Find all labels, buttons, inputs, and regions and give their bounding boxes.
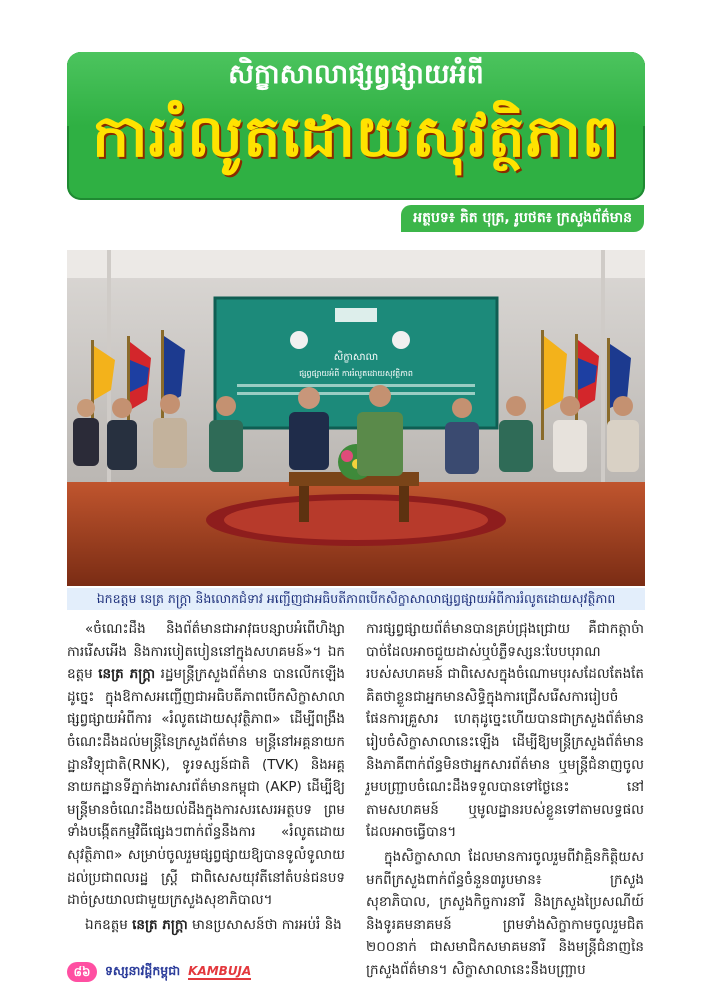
paragraph: ក្នុងសិក្ខាសាលា ដែលមានការចូលរួមពីវាគ្មិនកិត្តិយសមកពីក្រសួងពាក់ព័ន្ធចំនួន៣រូបមាន៖ ក្រសួងសុខាភិបាល, ក្រសួងកិច្ចការនារី និងក្រសួងប្រៃសណីយ៍ និងទូរគមនាគមន៍ ព្រមទាំងសិក្ខាកាមចូលរួមជិត ២០០នាក់ ជាសមាជិកសមាគមនារី និងមន្ត្រីជំនាញនៃក្រសួងព័ត៌មាន។ សិក្ខាសាលានេះនឹងបញ្ជ្រាប	[366, 848, 644, 978]
event-photo-illustration	[67, 250, 645, 586]
page-number: ៨៦	[67, 962, 97, 982]
article-title: ការរំលូតដោយសុវត្ថិភាព	[92, 102, 620, 170]
paragraph: «ចំណេះដឹង និងព័ត៌មានជាអាវុធបន្សាបអំពើហិង្សា ការរើសអើង និងការបៀតបៀននៅក្នុងសហគមន៍»។ ឯកឧត្តម នេត្រ ភក្ត្រា រដ្ឋមន្ត្រីក្រសួងព័ត៌មាន បានលើកឡើងដូច្នេះ ក្នុងឱកាសអញ្ជើញជាអធិបតីភាពបើកសិក្ខាសាលាផ្សព្វផ្សាយអំពីការ «រំលូតដោយសុវត្ថិភាព» ដើម្បីពង្រឹងចំណេះដឹងដល់មន្ត្រីនៃក្រសួងព័ត៌មាន មន្ត្រីនៅអគ្គនាយកដ្ឋានវិទ្យុជាតិ(RNK), ទូរទស្សន៍ជាតិ (TVK) និងអគ្គនាយកដ្ឋានទីភ្នាក់ងារសារព័ត៌មានកម្ពុជា (AKP) ដើម្បីឱ្យមន្ត្រីមានចំណេះដឹងយល់ដឹងក្នុងការសរសេរអត្ថបទ ព្រមទាំងបង្កើតកម្មវិធីផ្សេងៗពាក់ព័ន្ធនឹងការ «រំលូតដោយសុវត្ថិភាព» សម្រាប់ចូលរួមផ្សព្វផ្សាយឱ្យបានទូលំទូលាយដល់ប្រជាពលរដ្ឋ ស្ត្រី ជាពិសេសយុវតីនៅតំបន់ជនបទដាច់ស្រយាលជាមួយក្រសួងសុខាភិបាល។	[67, 621, 346, 909]
title-banner	[67, 52, 645, 200]
paragraph: ឯកឧត្តម នេត្រ ភក្ត្រា មានប្រសាសន៍ថា ការអប់រំ និង	[85, 916, 342, 933]
article-subtitle: សិក្ខាសាលាផ្សព្វផ្សាយអំពី	[228, 59, 484, 90]
person-name: នេត្រ ភក្ត្រា	[132, 916, 188, 933]
magazine-brand: KAMBUJA	[188, 964, 252, 978]
page-footer	[67, 960, 251, 984]
magazine-name: ទស្សនាវដ្តីកម្ពុជា	[105, 962, 181, 978]
event-photo	[67, 250, 645, 586]
paragraph: ការផ្សព្វផ្សាយព័ត៌មានបានគ្រប់ជ្រុងជ្រោយ គឺជាកត្តាចំាបាច់ដែលអាចជួយដាស់ឬបំភ្លឺទស្សនៈបែបបុរាណរបស់សហគមន៍ ជាពិសេសក្នុងចំណោមបុរសដែលតែងតែគិតថាខ្លួនជាអ្នកមានសិទ្ធិក្នុងការជ្រើសរើសការរៀបចំផែនការគ្រួសារ ហេតុដូច្នេះហើយបានជាក្រសួងព័ត៌មានរៀបចំសិក្ខាសាលានេះឡើង ដើម្បីឱ្យមន្ត្រីក្រសួងព័ត៌មាន និងភាគីពាក់ព័ន្ធមិនថាអ្នកសារព័ត៌មាន ឬមន្ត្រីជំនាញចូលរួមបញ្ជ្រាបចំណេះដឹងទទួលបានទៅថ្ងៃនេះ នៅតាមសហគមន៍ ឬមូលដ្ឋានរបស់ខ្លួនទៅតាមលទ្ធផលដែលអាចធ្វើបាន។	[366, 621, 644, 841]
body-column-right	[366, 618, 644, 984]
photo-caption: ឯកឧត្តម នេត្រ ភក្ត្រា និងលោកជំទាវ អញ្ជើញជាអធិបតីភាពបើកសិក្ខាសាលាផ្សព្វផ្សាយអំពីការរំលូតដោយសុវត្ថិភាព	[67, 588, 645, 610]
person-name: នេត្រ ភក្ត្រា	[98, 666, 156, 683]
body-column-left	[67, 618, 345, 938]
screen-subtitle: ផ្សព្វផ្សាយអំពី ការរំលូតដោយសុវត្ថិភាព	[299, 369, 413, 378]
byline: អត្ថបទ៖ គិត បុត្រ, រូបថត៖ ក្រសួងព័ត៌មាន	[401, 205, 644, 232]
screen-title: សិក្ខាសាលា	[333, 352, 379, 363]
